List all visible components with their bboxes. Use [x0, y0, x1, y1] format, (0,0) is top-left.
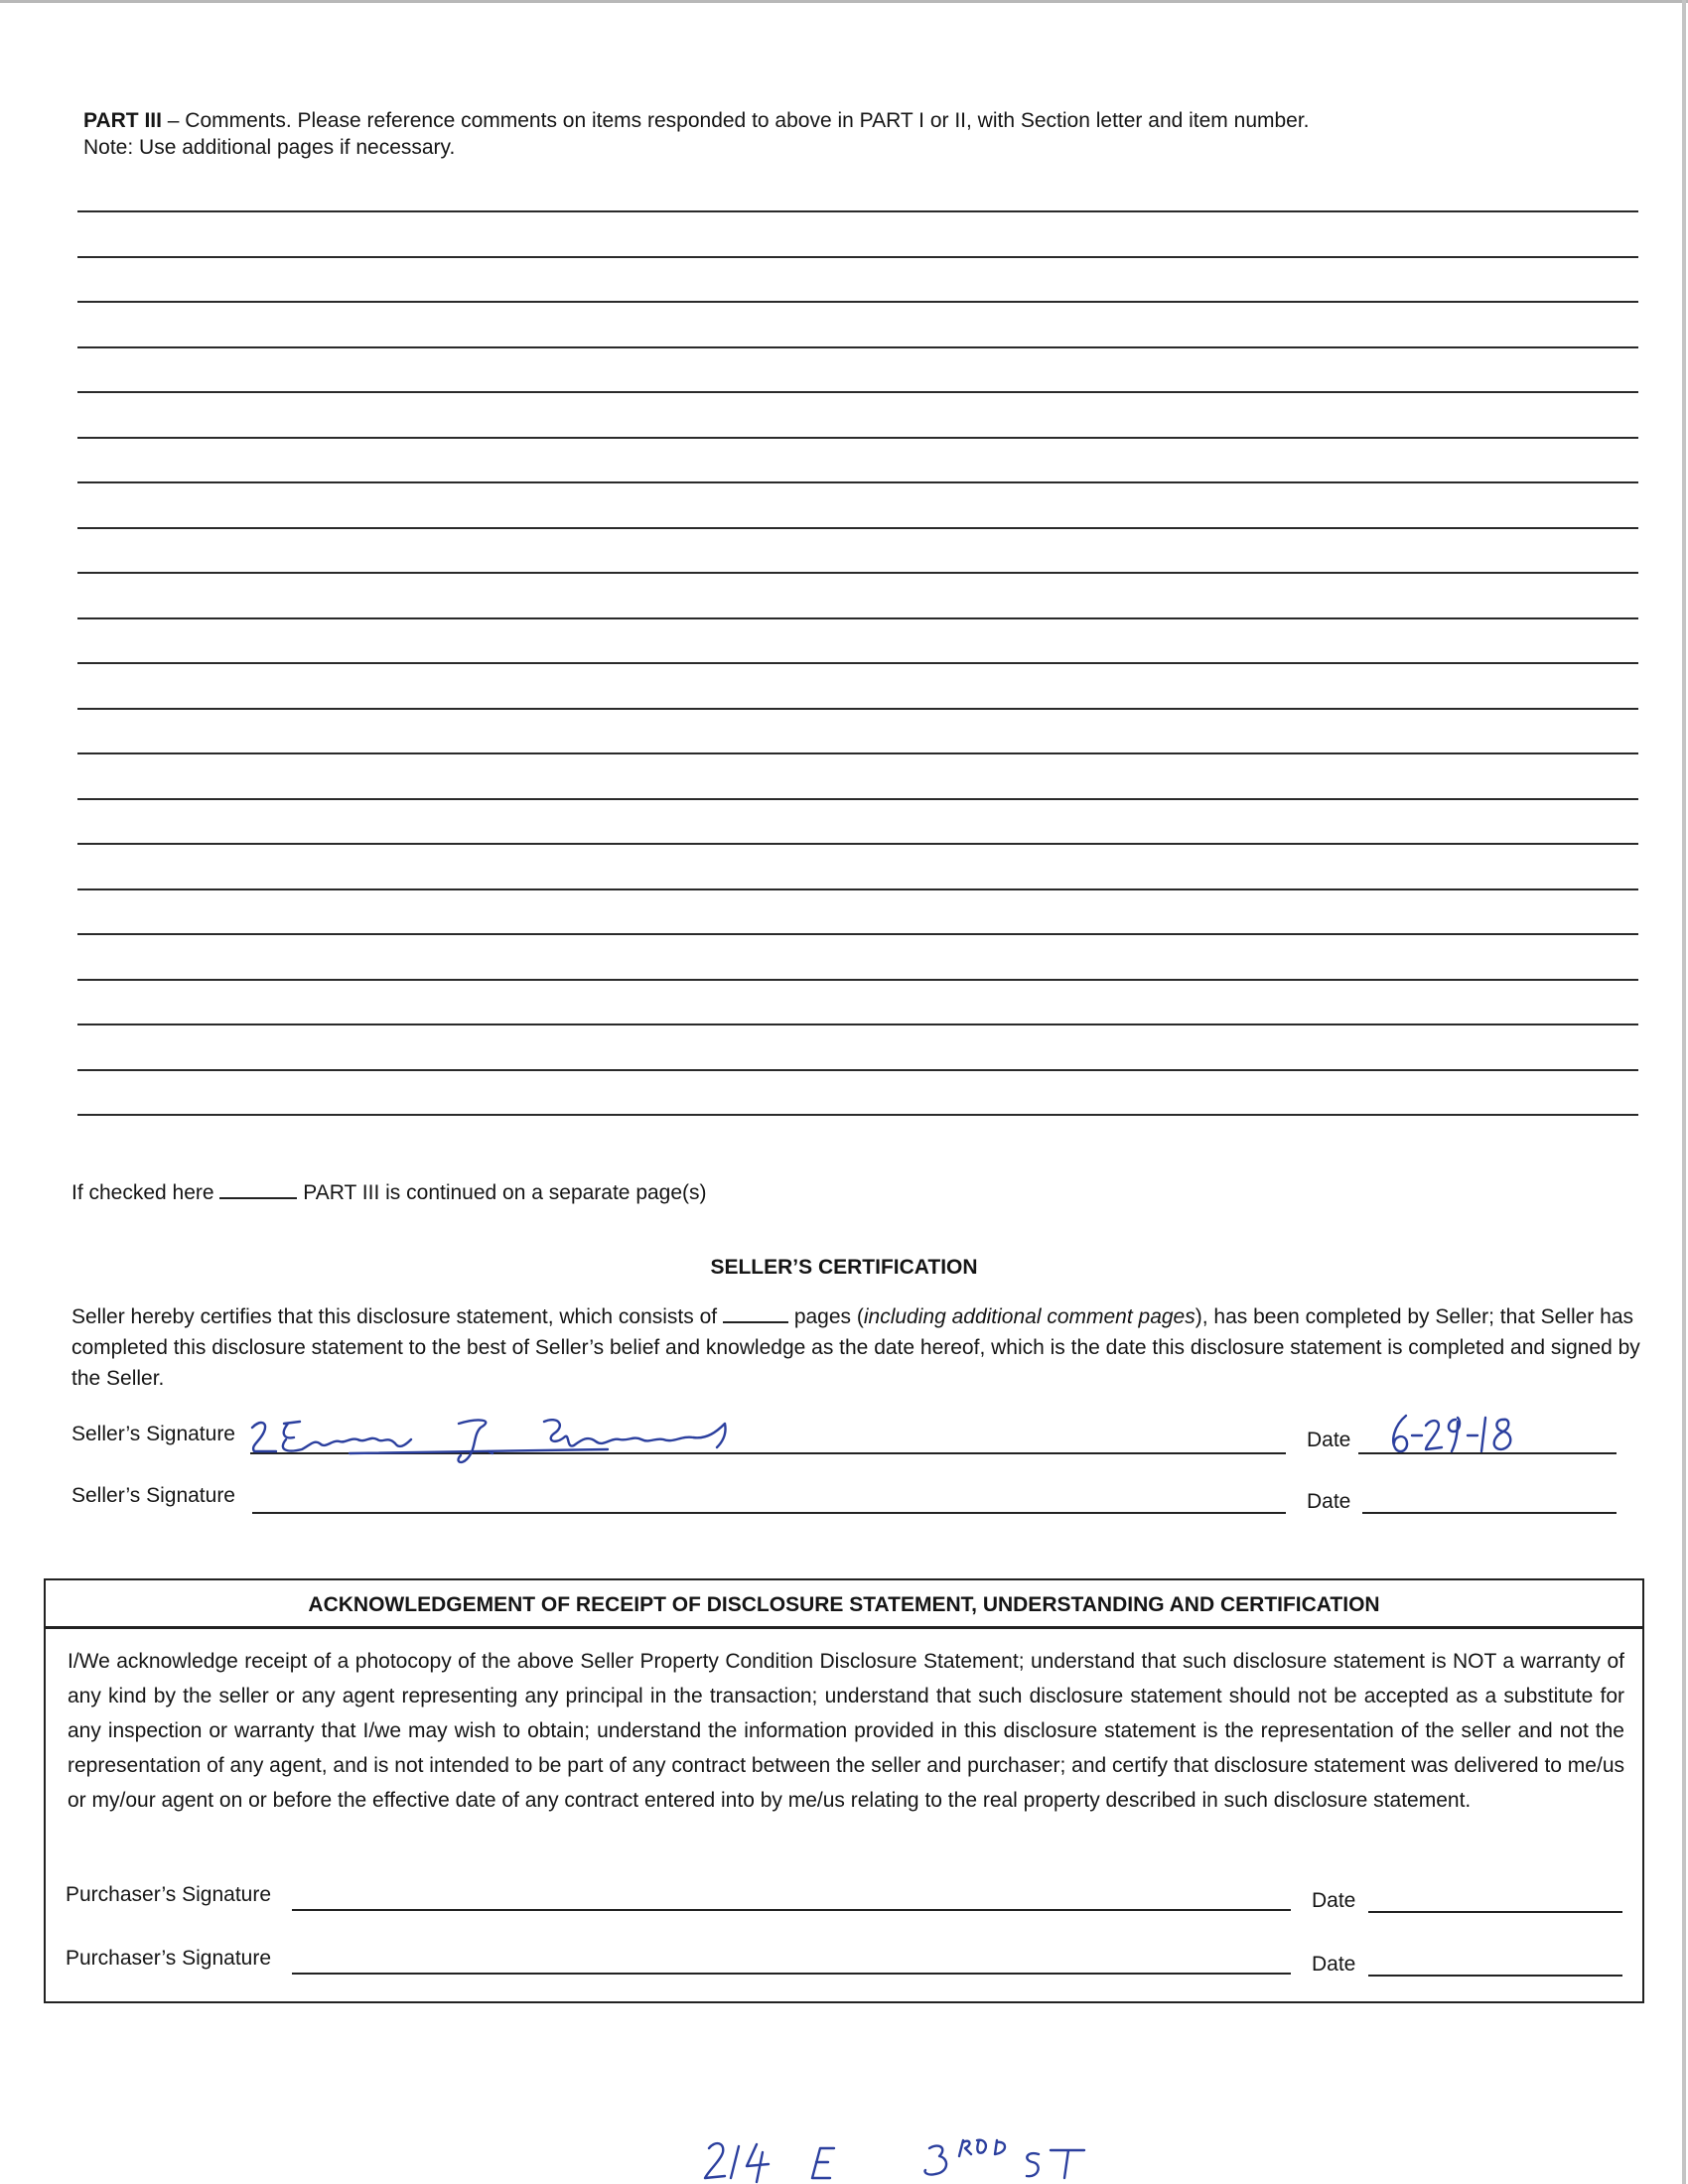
purchaser-date-line-1[interactable] — [1368, 1911, 1622, 1913]
purchaser-signature-line-1[interactable] — [292, 1909, 1291, 1911]
comment-line[interactable] — [77, 527, 1638, 529]
part3-title: PART III — [83, 109, 162, 132]
comment-line[interactable] — [77, 210, 1638, 212]
cert-text-part2: pages ( — [793, 1305, 864, 1328]
purchaser-date-label-2: Date — [1312, 1953, 1356, 1976]
comment-line[interactable] — [77, 572, 1638, 574]
scan-right-edge — [1682, 0, 1686, 2184]
part3-note: Note: Use additional pages if necessary. — [83, 136, 456, 159]
comment-line[interactable] — [77, 256, 1638, 258]
comment-line[interactable] — [77, 798, 1638, 800]
continued-checkbox-line — [71, 1181, 707, 1205]
comment-line[interactable] — [77, 888, 1638, 890]
scan-top-edge — [0, 0, 1688, 3]
pages-count-blank[interactable] — [723, 1321, 788, 1323]
comment-line[interactable] — [77, 979, 1638, 981]
part3-instruction-line — [83, 107, 1474, 134]
continued-check-blank[interactable] — [219, 1197, 297, 1199]
comment-line[interactable] — [77, 843, 1638, 845]
part3-header — [83, 107, 1474, 161]
seller-handwritten-date — [1386, 1412, 1525, 1455]
seller-date-label-2: Date — [1307, 1490, 1351, 1513]
purchaser-signature-label-1: Purchaser’s Signature — [66, 1883, 272, 1906]
comment-line[interactable] — [77, 933, 1638, 935]
purchaser-date-line-2[interactable] — [1368, 1975, 1622, 1977]
seller-signature-line-2[interactable] — [252, 1512, 1286, 1514]
comment-line[interactable] — [77, 437, 1638, 439]
comment-line[interactable] — [77, 346, 1638, 348]
seller-handwritten-signature — [250, 1410, 767, 1469]
acknowledgement-heading: ACKNOWLEDGEMENT OF RECEIPT OF DISCLOSURE STATEMENT, UNDERSTANDING AND CERTIFICATION — [308, 1593, 1380, 1616]
purchaser-signature-label-2: Purchaser’s Signature — [66, 1947, 272, 1970]
seller-date-label-1: Date — [1307, 1429, 1351, 1451]
cert-text-part3: ), has been completed by Seller; that Seller has completed this disclosure statement to the best of Seller’s belief and knowledge as the date hereof, which is the date this disclosure statement is completed and signed by the Seller. — [71, 1305, 1640, 1390]
comment-line[interactable] — [77, 708, 1638, 710]
seller-signature-label-1: Seller’s Signature — [71, 1423, 235, 1445]
comment-line[interactable] — [77, 752, 1638, 754]
cert-text-part1: Seller hereby certifies that this disclosure statement, which consists of — [71, 1305, 718, 1328]
sellers-certification-text — [71, 1301, 1646, 1394]
purchaser-date-label-1: Date — [1312, 1889, 1356, 1912]
seller-date-line-2[interactable] — [1362, 1512, 1617, 1514]
comment-line[interactable] — [77, 1024, 1638, 1025]
comment-line[interactable] — [77, 1069, 1638, 1071]
seller-signature-label-2: Seller’s Signature — [71, 1484, 235, 1507]
handwritten-address — [695, 2126, 1092, 2184]
comment-line[interactable] — [77, 662, 1638, 664]
continued-suffix: PART III is continued on a separate page(s) — [303, 1181, 707, 1204]
comment-line[interactable] — [77, 617, 1638, 619]
comment-line[interactable] — [77, 1114, 1638, 1116]
comment-line[interactable] — [77, 481, 1638, 483]
acknowledgement-text: I/We acknowledge receipt of a photocopy of the above Seller Property Condition Disclosure Statement; understand that such disclosure statement is NOT a warranty of any kind by the seller or any agent representing any principal in the transaction; understand that such disclosure statement should not be accepted as a substitute for any inspection or warranty that I/we may wish to obtain; understand the information provided in this disclosure statement is the representation of the seller and not the representation of any agent, and is not intended to be part of any contract between the seller and purchaser; and certify that disclosure statement was delivered to me/us or my/our agent on or before the effective date of any contract entered into by me/us relating to the real property described in such disclosure statement. — [68, 1650, 1624, 1812]
comment-line[interactable] — [77, 391, 1638, 393]
cert-text-italic: including additional comment pages — [863, 1305, 1196, 1328]
part3-instruction: – Comments. Please reference comments on items responded to above in PART I or II, with Section letter and item number. — [161, 109, 1310, 132]
sellers-certification-heading: SELLER’S CERTIFICATION — [710, 1256, 978, 1279]
comment-line[interactable] — [77, 301, 1638, 303]
acknowledgement-separator — [46, 1626, 1642, 1629]
continued-prefix: If checked here — [71, 1181, 214, 1204]
purchaser-signature-line-2[interactable] — [292, 1973, 1291, 1975]
